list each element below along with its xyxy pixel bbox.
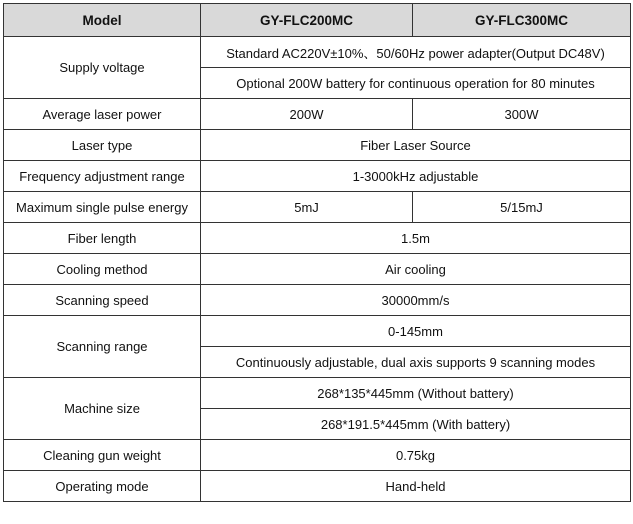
machine-size-line2: 268*191.5*445mm (With battery) — [201, 409, 631, 440]
operating-mode-value: Hand-held — [201, 471, 631, 502]
row-label-fiber-length: Fiber length — [4, 223, 201, 254]
table-row — [4, 37, 631, 68]
max-pulse-energy-a: 5mJ — [201, 192, 413, 223]
header-model-b: GY-FLC300MC — [413, 4, 631, 37]
gun-weight-value: 0.75kg — [201, 440, 631, 471]
scanning-speed-value: 30000mm/s — [201, 285, 631, 316]
row-label-supply-voltage: Supply voltage — [4, 37, 201, 99]
table-row — [4, 471, 631, 502]
row-label-max-pulse-energy: Maximum single pulse energy — [4, 192, 201, 223]
table-row — [4, 285, 631, 316]
table-row — [4, 161, 631, 192]
scanning-range-line1: 0-145mm — [201, 316, 631, 347]
supply-voltage-line2: Optional 200W battery for continuous operation for 80 minutes — [201, 68, 631, 99]
row-label-average-laser-power: Average laser power — [4, 99, 201, 130]
table-row — [4, 254, 631, 285]
cooling-method-value: Air cooling — [201, 254, 631, 285]
scanning-range-line2: Continuously adjustable, dual axis supports 9 scanning modes — [201, 347, 631, 378]
row-label-machine-size: Machine size — [4, 378, 201, 440]
header-model: Model — [4, 4, 201, 37]
table-row — [4, 316, 631, 347]
row-label-scanning-range: Scanning range — [4, 316, 201, 378]
frequency-range-value: 1-3000kHz adjustable — [201, 161, 631, 192]
table-row — [4, 130, 631, 161]
table-row — [4, 440, 631, 471]
row-label-cooling-method: Cooling method — [4, 254, 201, 285]
table-row — [4, 223, 631, 254]
row-label-operating-mode: Operating mode — [4, 471, 201, 502]
spec-table — [3, 3, 631, 502]
row-label-gun-weight: Cleaning gun weight — [4, 440, 201, 471]
table-row — [4, 192, 631, 223]
laser-type-value: Fiber Laser Source — [201, 130, 631, 161]
machine-size-line1: 268*135*445mm (Without battery) — [201, 378, 631, 409]
row-label-laser-type: Laser type — [4, 130, 201, 161]
row-label-scanning-speed: Scanning speed — [4, 285, 201, 316]
spec-table-wrapper — [3, 3, 631, 502]
header-row — [4, 4, 631, 37]
table-row — [4, 378, 631, 409]
max-pulse-energy-b: 5/15mJ — [413, 192, 631, 223]
supply-voltage-line1: Standard AC220V±10%、50/60Hz power adapter(Output DC48V) — [201, 37, 631, 68]
row-label-frequency-range: Frequency adjustment range — [4, 161, 201, 192]
fiber-length-value: 1.5m — [201, 223, 631, 254]
average-laser-power-b: 300W — [413, 99, 631, 130]
average-laser-power-a: 200W — [201, 99, 413, 130]
header-model-a: GY-FLC200MC — [201, 4, 413, 37]
table-row — [4, 99, 631, 130]
